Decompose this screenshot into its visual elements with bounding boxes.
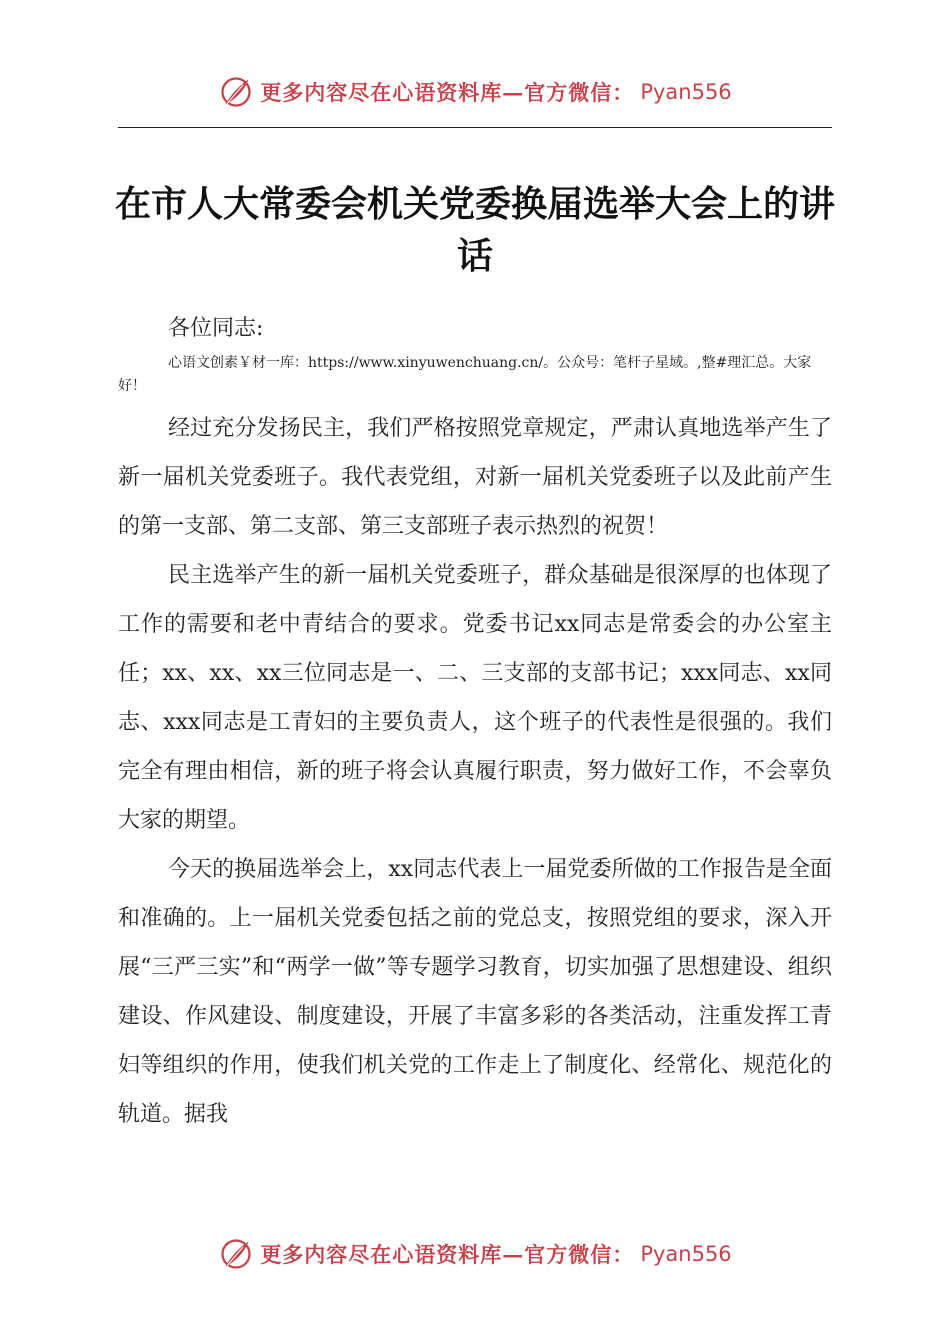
paragraph: 民主选举产生的新一届机关党委班子，群众基础是很深厚的也体现了工作的需要和老中青结合的要求。党委书记xx同志是常委会的办公室主任；xx、xx、xx三位同志是一、二、三支部的支部书记；xxx同志、xx同志、xxx同志是工青妇的主要负责人，这个班子的代表性是很强的。我们完全有理由相信，新的班子将会认真履行职责，努力做好工作，不会辜负大家的期望。: [118, 563, 832, 833]
paragraph: 经过充分发扬民主，我们严格按照党章规定，严肃认真地选举产生了新一届机关党委班子。我代表党组，对新一届机关党委班子以及此前产生的第一支部、第二支部、第三支部班子表示热烈的祝贺！: [118, 416, 832, 539]
source-note: 心语文创素￥材一库：https://www.xinyuwenchuang.cn/。公众号：笔杆子星域。,整#理汇总。大家好！: [118, 355, 812, 394]
header-wechat-handle: Pyan556: [640, 80, 732, 104]
header-divider: [118, 127, 832, 128]
quill-logo-icon: [218, 1236, 254, 1272]
footer-banner: [0, 1232, 950, 1276]
footer-banner-text: 更多内容尽在心语资料库—官方微信：: [260, 1242, 635, 1267]
document-body: [118, 404, 832, 1139]
page-title: 在市人大常委会机关党委换届选举大会上的讲话: [114, 183, 835, 277]
salutation: 各位同志:: [168, 316, 264, 341]
header-banner-text: 更多内容尽在心语资料库—官方微信：: [260, 80, 635, 105]
header-banner: [0, 70, 950, 114]
paragraph: 今天的换届选举会上，xx同志代表上一届党委所做的工作报告是全面和准确的。上一届机关党委包括之前的党总支，按照党组的要求，深入开展“三严三实”和“两学一做”等专题学习教育，切实加强了思想建设、组织建设、作风建设、制度建设，开展了丰富多彩的各类活动，注重发挥工青妇等组织的作用，使我们机关党的工作走上了制度化、经常化、规范化的轨道。据我: [118, 857, 832, 1127]
quill-logo-icon: [218, 74, 254, 110]
footer-wechat-handle: Pyan556: [640, 1242, 732, 1266]
